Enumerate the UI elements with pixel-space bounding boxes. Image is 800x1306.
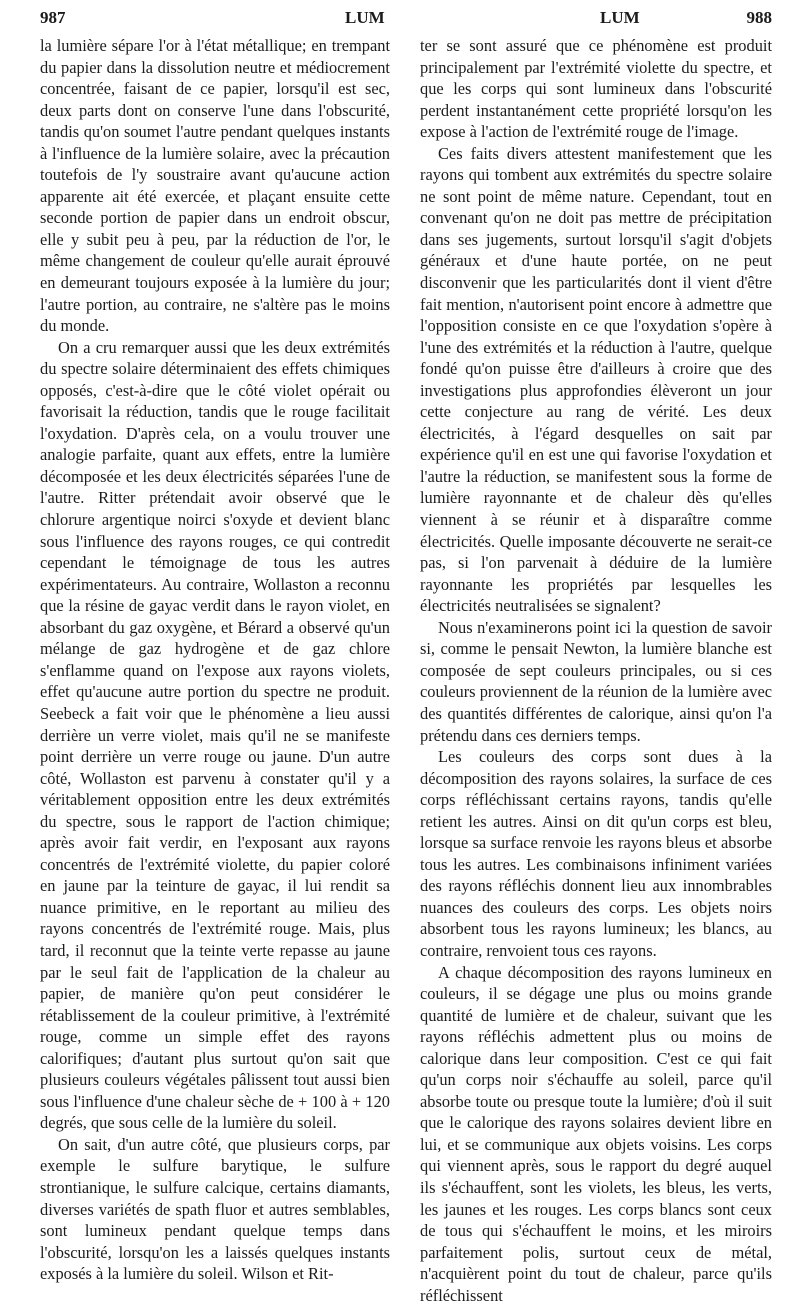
running-header: [40, 8, 772, 30]
page-number-right: 988: [746, 8, 772, 27]
page-number-left: 987: [40, 8, 66, 27]
left-column: [40, 35, 390, 1285]
paragraph: Les couleurs des corps sont dues à la décomposition des rayons solaires, la surface de ces corps réfléchissant certains rayons, tandis qu'elle retient les autres. Ainsi on dit qu'un corps est bleu, lorsque sa surface renvoie les rayons bleus et absorbe tous les autres. Les combinaisons infiniment variées des rayons réfléchis donnent lieu aux innombrables nuances des couleurs des corps. Les objets noirs absorbent tous les rayons lumineux; les blancs, au contraire, renvoient tous ces rayons.: [420, 747, 772, 960]
running-title-right: LUM: [600, 8, 640, 27]
paragraph: On sait, d'un autre côté, que plusieurs corps, par exemple le sulfure barytique, le sulfure strontianique, le sulfure calcique, certains diamants, diverses variétés de spath fluor et autres semblables, sont lumineux pendant quelque temps dans l'obscurité, lorsqu'on les a laissés quelques instants exposés à la lumière du soleil. Wilson et Rit-: [40, 1134, 390, 1284]
paragraph: Ces faits divers attestent manifestement que les rayons qui tombent aux extrémités du spectre solaire ne sont point de même nature. Cependant, tout en convenant qu'on ne doit pas mettre de précipitation dans ses jugements, surtout lorsqu'il s'agit d'objets généraux et d'une haute portée, on ne peut disconvenir que les particularités dont il vient d'être fait mention, n'autorisent point encore à admettre que l'opposition consiste en ce que l'oxydation s'opère à l'une des extrémités et la réduction à l'autre, quelque fondé qu'on puisse être d'ailleurs à croire que des investigations plus approfondies élèveront un jour cette conjecture au rang de vérité. Les deux électricités, à l'égard desquelles on sait par expérience qu'il en est une qui favorise l'oxydation et l'autre la réduction, se manifestent sous la forme de lumière rayonnante et de chaleur dès qu'elles viennent à se réunir et à disparaître comme électricités. Quelle imposante découverte ne serait-ce pas, si l'on parvenait à déduire de la lumière rayonnante les propriétés par lesquelles les électricités neutralisées se signalent?: [420, 143, 772, 616]
paragraph: ter se sont assuré que ce phénomène est produit principalement par l'extrémité violette du spectre, et que les corps qui sont lumineux dans l'obscurité perdent instantanément cette propriété lorsqu'on les expose à l'action de l'extrémité rouge de l'image.: [420, 36, 772, 142]
right-column: [420, 35, 772, 1306]
paragraph: On a cru remarquer aussi que les deux extrémités du spectre solaire déterminaient des effets chimiques opposés, c'est-à-dire que le côté violet opérait ou favorisait la réduction, tandis que le rouge facilitait l'oxydation. D'après cela, on a voulu trouver une analogie parfaite, quant aux effets, entre la lumière décomposée et les deux électricités séparées l'une de l'autre. Ritter prétendait avoir observé que le chlorure argentique noirci s'oxyde et devient blanc sous l'influence des rayons rouges, ce qui contredit cependant le témoignage de tous les autres expérimentateurs. Au contraire, Wollaston a reconnu que la résine de gayac verdit dans le rayon violet, en absorbant du gaz oxygène, et Bérard a observé qu'un mélange de gaz hydrogène et de gaz chlore s'enflamme quand on l'expose aux rayons violets, effet qu'aucune autre portion du spectre ne produit. Seebeck a fait voir que le phénomène a lieu aussi derrière un verre violet, mais qu'il ne se manifeste point derrière un verre rouge ou jaune. D'un autre côté, Wollaston est parvenu à constater qu'il y a véritablement opposition entre les deux extrémités du spectre, sous le rapport de l'action chimique; après avoir fait verdir, en l'exposant aux rayons concentrés de l'extrémité violette, du papier coloré en jaune par la teinture de gayac, il lui rendit sa nuance primitive, en le reportant au milieu des rayons concentrés de l'extrémité rouge. Mais, plus tard, il reconnut que la teinte verte repasse au jaune par le seul fait de l'application de la chaleur au papier, de manière qu'on peut considérer le rétablissement de la couleur primitive, à l'extrémité rouge, comme un simple effet des rayons calorifiques; d'autant plus surtout qu'on sait que plusieurs couleurs végétales pâlissent tout aussi bien sous l'influence d'une chaleur sèche de + 100 à + 120 degrés, que sous celle de la lumière du soleil.: [40, 337, 390, 1133]
paragraph: Nous n'examinerons point ici la question de savoir si, comme le pensait Newton, la lumière blanche est composée de sept couleurs principales, ou si ces couleurs proviennent de la réunion de la lumière avec des quantités différentes de calorique, ainsi qu'on l'a prétendu dans ces derniers temps.: [420, 617, 772, 745]
running-title-left: LUM: [345, 8, 385, 27]
paragraph: A chaque décomposition des rayons lumineux en couleurs, il se dégage une plus ou moins grande quantité de lumière et de chaleur, suivant que les rayons réfléchis admettent plus ou moins de calorique dans leur composition. C'est ce qui fait qu'un corps noir s'échauffe au soleil, parce qu'il absorbe toute ou presque toute la lumière; d'où il suit que le calorique des rayons solaires devient libre en lui, et se communique aux objets voisins. Les corps qui viennent après, sous le rapport du degré auquel ils s'échauffent, sont les violets, les bleus, les verts, les jaunes et les rouges. Les corps blancs sont ceux de tous qui s'échauffent le moins, et les miroirs parfaitement polis, surtout ceux de métal, n'acquièrent point du tout de chaleur, parce qu'ils réfléchissent: [420, 962, 772, 1305]
paragraph: la lumière sépare l'or à l'état métallique; en trempant du papier dans la dissolution neutre et médiocrement concentrée, faisant de ce papier, lorsqu'il est sec, deux parts dont on conserve l'une dans l'obscurité, tandis qu'on soumet l'autre pendant quelques instants à l'influence de la lumière solaire, avec la précaution toutefois de l'y soustraire avant qu'aucune action apparente ait été exercée, et plaçant ensuite cette seconde portion de papier dans un endroit obscur, elle y subit peu à peu, par la réduction de l'or, le même changement de couleur qu'elle aurait éprouvé en demeurant toujours exposée à la lumière du jour; l'autre portion, au contraire, ne s'altère pas le moins du monde.: [40, 36, 390, 336]
